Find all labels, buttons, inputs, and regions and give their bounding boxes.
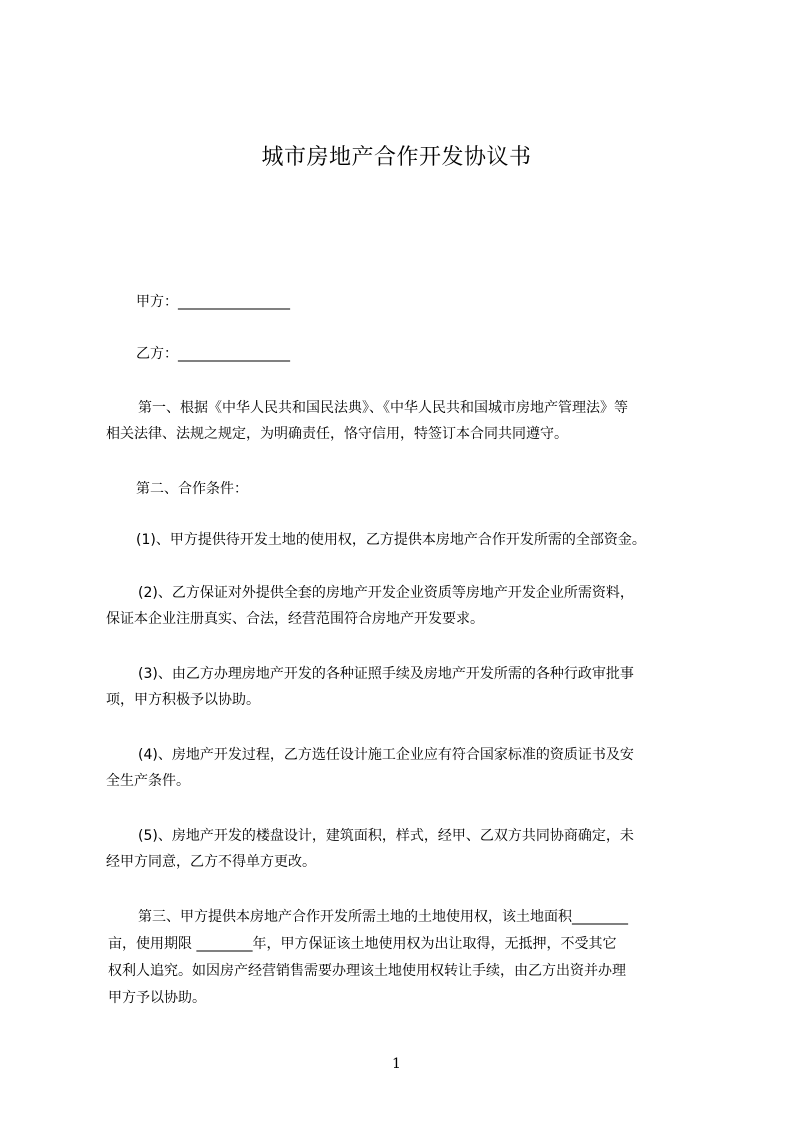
condition-4-line-2: 全生产条件。 — [106, 773, 190, 789]
article-3-line-3: 权利人追究。如因房产经营销售需要办理该土地使用权转让手续，由乙方出资并办理 — [108, 963, 626, 979]
condition-5-line-1: (5)、房地产开发的楼盘设计，建筑面积，样式，经甲、乙双方共同协商确定，未 — [138, 828, 634, 844]
article-1-line-1: 第一、根据《中华人民共和国民法典》、《中华人民共和国城市房地产管理法》等 — [138, 400, 628, 416]
condition-3-line-1: (3)、由乙方办理房地产开发的各种证照手续及房地产开发所需的各种行政审批事 — [138, 666, 634, 682]
condition-2-line-1: (2)、乙方保证对外提供全套的房地产开发企业资质等房地产开发企业所需资料， — [138, 585, 634, 601]
party-b-line: 乙方：________________ — [136, 346, 290, 362]
article-3-line-4: 甲方予以协助。 — [108, 990, 206, 1006]
condition-3-line-2: 项，甲方积极予以协助。 — [106, 692, 260, 708]
article-3-line-2: 亩，使用期限 ________年，甲方保证该土地使用权为出让取得，无抵押，不受其它 — [108, 936, 617, 952]
condition-1-line-1: (1)、甲方提供待开发土地的使用权，乙方提供本房地产合作开发所需的全部资金。 — [136, 532, 646, 548]
party-a-line: 甲方：________________ — [136, 294, 290, 310]
article-1-line-2: 相关法律、法规之规定，为明确责任，恪守信用，特签订本合同共同遵守。 — [106, 426, 568, 442]
condition-5-line-2: 经甲方同意，乙方不得单方更改。 — [106, 854, 316, 870]
article-2-heading: 第二、合作条件： — [136, 481, 248, 497]
document-title: 城市房地产合作开发协议书 — [261, 145, 532, 170]
article-3-line-1: 第三、甲方提供本房地产合作开发所需土地的土地使用权，该土地面积________ — [138, 909, 628, 925]
condition-2-line-2: 保证本企业注册真实、合法，经营范围符合房地产开发要求。 — [106, 611, 484, 627]
page-number: 1 — [392, 1056, 401, 1072]
condition-4-line-1: (4)、房地产开发过程，乙方选任设计施工企业应有符合国家标准的资质证书及安 — [138, 747, 634, 763]
